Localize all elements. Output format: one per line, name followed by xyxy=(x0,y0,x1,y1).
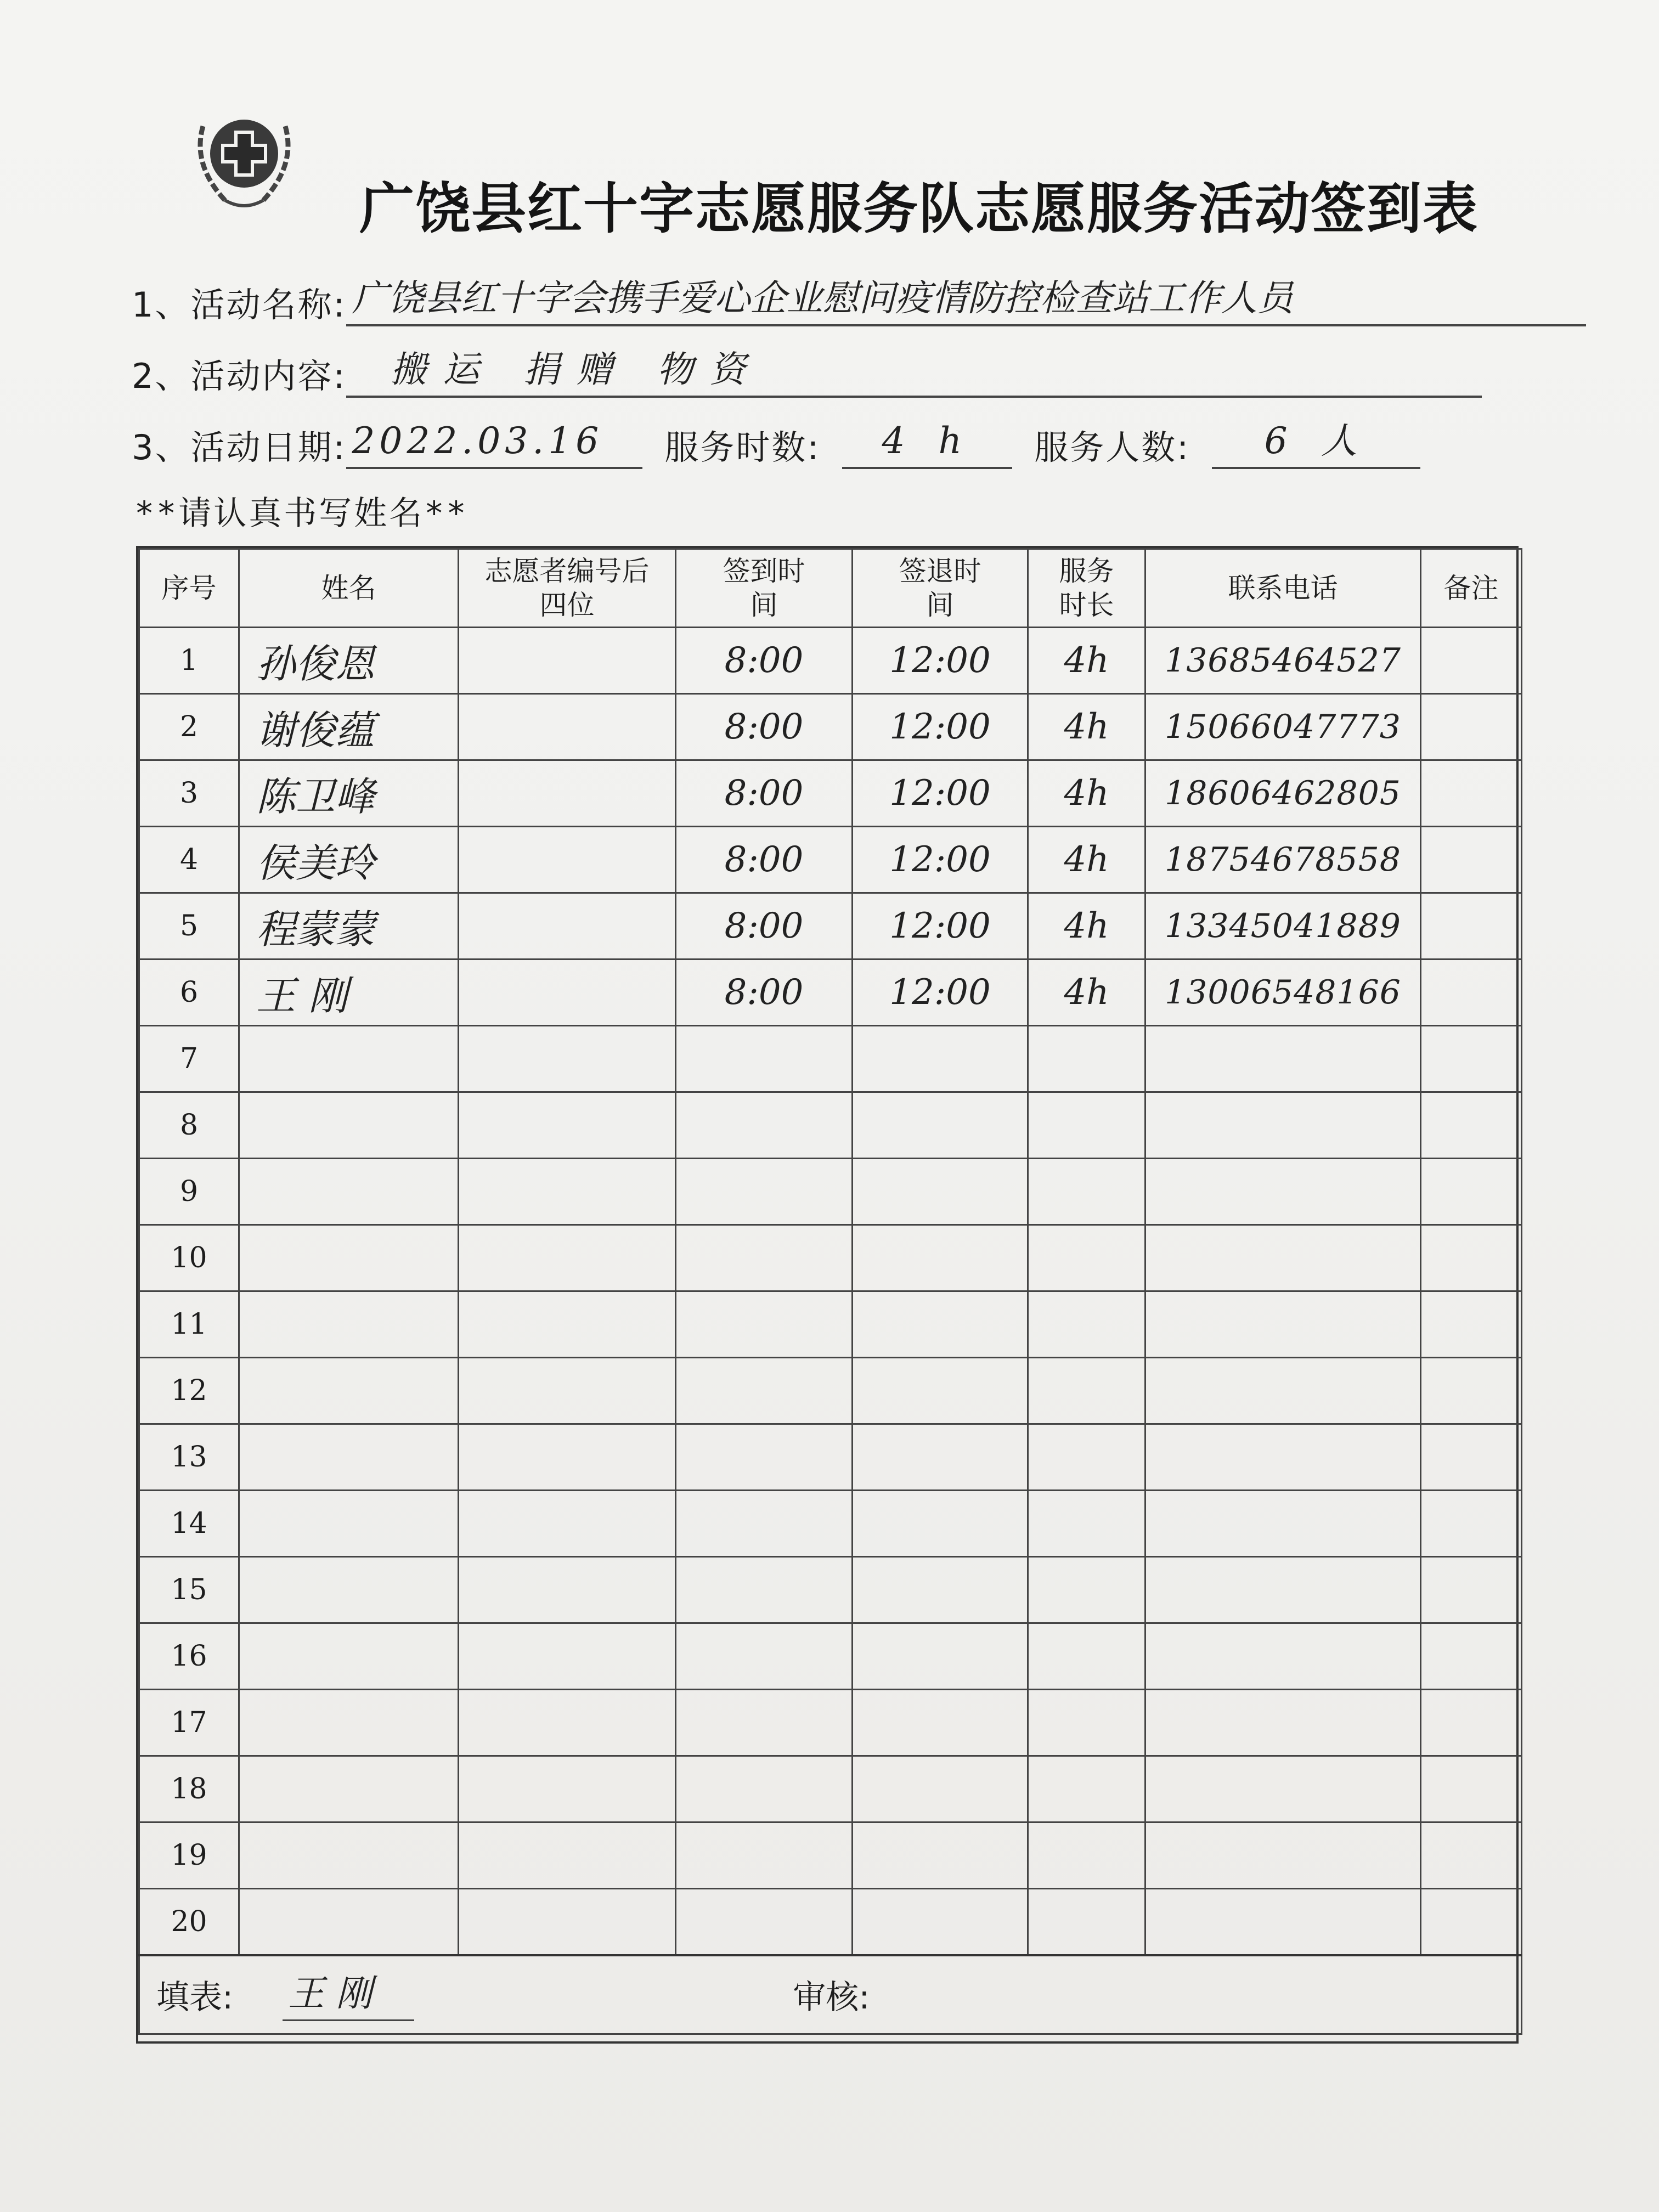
write-name-note: **请认真书写姓名** xyxy=(134,494,469,533)
row-sign-in-cell xyxy=(676,1159,853,1225)
row-duration-cell xyxy=(1028,1092,1146,1159)
table-row xyxy=(139,1690,1522,1756)
row-phone-cell xyxy=(1146,1822,1421,1889)
row-duration-cell: 4h xyxy=(1028,960,1146,1026)
row-phone-cell xyxy=(1146,1424,1421,1491)
row-remark-cell xyxy=(1421,694,1522,760)
sign-in-table xyxy=(136,546,1519,2044)
row-remark-cell xyxy=(1421,1225,1522,1291)
row-sign-out-cell xyxy=(853,1026,1028,1092)
row-remark-cell xyxy=(1421,1557,1522,1623)
activity-content-row xyxy=(132,343,1482,398)
red-cross-emblem-icon xyxy=(181,93,307,219)
row-duration-cell: 4h xyxy=(1028,628,1146,694)
row-phone-cell: 18606462805 xyxy=(1146,760,1421,827)
row-volunteer-code-cell xyxy=(459,960,676,1026)
row-volunteer-code-cell xyxy=(459,1358,676,1424)
row-name-cell xyxy=(239,1225,459,1291)
row-sign-in-cell: 8:00 xyxy=(676,628,853,694)
row-name-cell xyxy=(239,1291,459,1358)
table-row xyxy=(139,1225,1522,1291)
row-sign-out-cell: 12:00 xyxy=(853,827,1028,893)
service-people-value: 6 人 xyxy=(1212,416,1420,469)
row-sign-in-cell: 8:00 xyxy=(676,827,853,893)
table-row xyxy=(139,1424,1522,1491)
row-index-cell: 10 xyxy=(139,1225,239,1291)
row-sign-out-cell xyxy=(853,1623,1028,1690)
activity-name-label: 1、活动名称: xyxy=(132,285,347,325)
table-row xyxy=(139,1491,1522,1557)
row-duration-cell: 4h xyxy=(1028,760,1146,827)
row-phone-cell xyxy=(1146,1225,1421,1291)
header-sign-out-time: 签退时间 xyxy=(853,549,1028,628)
row-name-cell xyxy=(239,1822,459,1889)
row-remark-cell xyxy=(1421,893,1522,960)
row-volunteer-code-cell xyxy=(459,1225,676,1291)
row-index-cell: 8 xyxy=(139,1092,239,1159)
table-row xyxy=(139,694,1522,760)
row-sign-in-cell xyxy=(676,1491,853,1557)
row-volunteer-code-cell xyxy=(459,1491,676,1557)
row-sign-in-cell xyxy=(676,1623,853,1690)
row-phone-cell: 18754678558 xyxy=(1146,827,1421,893)
row-remark-cell xyxy=(1421,628,1522,694)
row-sign-out-cell xyxy=(853,1358,1028,1424)
row-volunteer-code-cell xyxy=(459,893,676,960)
row-name-cell: 侯美玲 xyxy=(239,827,459,893)
row-phone-cell xyxy=(1146,1026,1421,1092)
row-duration-cell xyxy=(1028,1225,1146,1291)
header-sign-in-time: 签到时间 xyxy=(676,549,853,628)
filler-signature: 王 刚 xyxy=(283,1969,414,2021)
row-volunteer-code-cell xyxy=(459,694,676,760)
row-volunteer-code-cell xyxy=(459,1159,676,1225)
table-row xyxy=(139,827,1522,893)
row-volunteer-code-cell xyxy=(459,1291,676,1358)
service-hours-label: 服务时数: xyxy=(664,427,821,467)
row-index-cell: 14 xyxy=(139,1491,239,1557)
header-index: 序号 xyxy=(139,549,239,628)
row-name-cell xyxy=(239,1159,459,1225)
row-index-cell: 7 xyxy=(139,1026,239,1092)
table-row xyxy=(139,1889,1522,1956)
row-name-cell xyxy=(239,1756,459,1822)
table-row xyxy=(139,1822,1522,1889)
row-index-cell: 5 xyxy=(139,893,239,960)
row-phone-cell xyxy=(1146,1756,1421,1822)
row-phone-cell xyxy=(1146,1557,1421,1623)
table-row xyxy=(139,1623,1522,1690)
row-volunteer-code-cell xyxy=(459,1557,676,1623)
row-volunteer-code-cell xyxy=(459,827,676,893)
row-phone-cell xyxy=(1146,1889,1421,1956)
row-sign-in-cell: 8:00 xyxy=(676,960,853,1026)
table-row xyxy=(139,1358,1522,1424)
row-volunteer-code-cell xyxy=(459,1690,676,1756)
header-phone: 联系电话 xyxy=(1146,549,1421,628)
row-index-cell: 9 xyxy=(139,1159,239,1225)
row-index-cell: 11 xyxy=(139,1291,239,1358)
row-remark-cell xyxy=(1421,1756,1522,1822)
row-duration-cell xyxy=(1028,1557,1146,1623)
service-hours-value: 4 h xyxy=(842,416,1012,469)
row-phone-cell xyxy=(1146,1690,1421,1756)
row-sign-out-cell: 12:00 xyxy=(853,893,1028,960)
row-sign-in-cell xyxy=(676,1756,853,1822)
row-index-cell: 1 xyxy=(139,628,239,694)
row-sign-out-cell xyxy=(853,1690,1028,1756)
reviewer-label: 审核: xyxy=(793,1978,870,2017)
row-name-cell: 程蒙蒙 xyxy=(239,893,459,960)
row-index-cell: 13 xyxy=(139,1424,239,1491)
row-remark-cell xyxy=(1421,1690,1522,1756)
row-duration-cell: 4h xyxy=(1028,893,1146,960)
row-sign-in-cell xyxy=(676,1358,853,1424)
row-sign-out-cell xyxy=(853,1822,1028,1889)
row-index-cell: 6 xyxy=(139,960,239,1026)
row-phone-cell xyxy=(1146,1623,1421,1690)
row-remark-cell xyxy=(1421,1026,1522,1092)
table-row xyxy=(139,960,1522,1026)
row-sign-in-cell xyxy=(676,1092,853,1159)
row-name-cell: 谢俊蕴 xyxy=(239,694,459,760)
row-remark-cell xyxy=(1421,960,1522,1026)
row-phone-cell xyxy=(1146,1358,1421,1424)
row-duration-cell xyxy=(1028,1822,1146,1889)
row-duration-cell xyxy=(1028,1358,1146,1424)
row-sign-in-cell xyxy=(676,1291,853,1358)
activity-date-label: 3、活动日期: xyxy=(132,427,347,467)
row-index-cell: 3 xyxy=(139,760,239,827)
row-name-cell xyxy=(239,1358,459,1424)
row-duration-cell xyxy=(1028,1491,1146,1557)
row-volunteer-code-cell xyxy=(459,628,676,694)
row-remark-cell xyxy=(1421,1424,1522,1491)
row-phone-cell: 13345041889 xyxy=(1146,893,1421,960)
row-volunteer-code-cell xyxy=(459,1092,676,1159)
row-duration-cell xyxy=(1028,1756,1146,1822)
row-name-cell xyxy=(239,1424,459,1491)
row-duration-cell xyxy=(1028,1623,1146,1690)
row-remark-cell xyxy=(1421,1159,1522,1225)
header-name: 姓名 xyxy=(239,549,459,628)
row-remark-cell xyxy=(1421,1623,1522,1690)
footer-row xyxy=(139,1955,1522,2034)
row-name-cell: 陈卫峰 xyxy=(239,760,459,827)
row-index-cell: 17 xyxy=(139,1690,239,1756)
row-sign-in-cell: 8:00 xyxy=(676,694,853,760)
row-sign-out-cell xyxy=(853,1557,1028,1623)
table-row xyxy=(139,893,1522,960)
row-volunteer-code-cell xyxy=(459,1756,676,1822)
row-name-cell xyxy=(239,1690,459,1756)
table-row xyxy=(139,1092,1522,1159)
row-sign-out-cell: 12:00 xyxy=(853,960,1028,1026)
row-duration-cell xyxy=(1028,1159,1146,1225)
row-name-cell xyxy=(239,1623,459,1690)
row-duration-cell xyxy=(1028,1424,1146,1491)
row-phone-cell xyxy=(1146,1491,1421,1557)
row-remark-cell xyxy=(1421,1358,1522,1424)
table-row xyxy=(139,1159,1522,1225)
row-sign-in-cell xyxy=(676,1822,853,1889)
row-sign-out-cell: 12:00 xyxy=(853,760,1028,827)
row-sign-out-cell xyxy=(853,1092,1028,1159)
row-name-cell xyxy=(239,1026,459,1092)
page-title: 广饶县红十字志愿服务队志愿服务活动签到表 xyxy=(359,176,1479,241)
row-name-cell: 孙俊恩 xyxy=(239,628,459,694)
row-sign-in-cell xyxy=(676,1557,853,1623)
row-sign-out-cell xyxy=(853,1889,1028,1956)
row-name-cell: 王 刚 xyxy=(239,960,459,1026)
row-name-cell xyxy=(239,1557,459,1623)
activity-date-value: 2022.03.16 xyxy=(346,416,642,469)
row-index-cell: 20 xyxy=(139,1889,239,1956)
table-header-row xyxy=(139,549,1522,628)
header-remark: 备注 xyxy=(1421,549,1522,628)
row-sign-in-cell xyxy=(676,1690,853,1756)
table-row xyxy=(139,1756,1522,1822)
row-duration-cell xyxy=(1028,1690,1146,1756)
row-duration-cell: 4h xyxy=(1028,694,1146,760)
table-row xyxy=(139,1557,1522,1623)
row-index-cell: 19 xyxy=(139,1822,239,1889)
row-sign-out-cell xyxy=(853,1424,1028,1491)
row-sign-in-cell xyxy=(676,1225,853,1291)
row-sign-out-cell xyxy=(853,1225,1028,1291)
row-volunteer-code-cell xyxy=(459,1822,676,1889)
row-phone-cell: 13006548166 xyxy=(1146,960,1421,1026)
row-sign-out-cell xyxy=(853,1291,1028,1358)
header-volunteer-code: 志愿者编号后四位 xyxy=(459,549,676,628)
row-remark-cell xyxy=(1421,1822,1522,1889)
row-index-cell: 12 xyxy=(139,1358,239,1424)
row-phone-cell: 15066047773 xyxy=(1146,694,1421,760)
row-phone-cell xyxy=(1146,1092,1421,1159)
row-phone-cell xyxy=(1146,1159,1421,1225)
service-people-label: 服务人数: xyxy=(1034,427,1190,467)
header-service-duration: 服务时长 xyxy=(1028,549,1146,628)
row-name-cell xyxy=(239,1889,459,1956)
row-sign-in-cell xyxy=(676,1026,853,1092)
row-duration-cell: 4h xyxy=(1028,827,1146,893)
row-remark-cell xyxy=(1421,760,1522,827)
row-remark-cell xyxy=(1421,1889,1522,1956)
row-index-cell: 2 xyxy=(139,694,239,760)
activity-content-value: 搬运 捐赠 物资 xyxy=(346,345,1482,398)
row-sign-in-cell: 8:00 xyxy=(676,893,853,960)
row-index-cell: 15 xyxy=(139,1557,239,1623)
row-index-cell: 18 xyxy=(139,1756,239,1822)
row-duration-cell xyxy=(1028,1026,1146,1092)
row-index-cell: 4 xyxy=(139,827,239,893)
row-sign-in-cell xyxy=(676,1424,853,1491)
row-phone-cell: 13685464527 xyxy=(1146,628,1421,694)
row-sign-out-cell: 12:00 xyxy=(853,694,1028,760)
row-remark-cell xyxy=(1421,827,1522,893)
row-sign-in-cell xyxy=(676,1889,853,1956)
table-row xyxy=(139,1026,1522,1092)
row-duration-cell xyxy=(1028,1889,1146,1956)
table-row xyxy=(139,628,1522,694)
activity-date-row xyxy=(132,414,1420,469)
row-phone-cell xyxy=(1146,1291,1421,1358)
row-name-cell xyxy=(239,1092,459,1159)
row-volunteer-code-cell xyxy=(459,1889,676,1956)
filler-label: 填表: xyxy=(156,1978,234,2017)
row-index-cell: 16 xyxy=(139,1623,239,1690)
table-row xyxy=(139,1291,1522,1358)
row-volunteer-code-cell xyxy=(459,1424,676,1491)
row-remark-cell xyxy=(1421,1291,1522,1358)
row-sign-out-cell xyxy=(853,1491,1028,1557)
activity-content-label: 2、活动内容: xyxy=(132,356,347,396)
row-remark-cell xyxy=(1421,1491,1522,1557)
row-volunteer-code-cell xyxy=(459,760,676,827)
row-name-cell xyxy=(239,1491,459,1557)
activity-name-value: 广饶县红十字会携手爱心企业慰问疫情防控检查站工作人员 xyxy=(346,274,1586,326)
row-duration-cell xyxy=(1028,1291,1146,1358)
row-sign-out-cell: 12:00 xyxy=(853,628,1028,694)
row-volunteer-code-cell xyxy=(459,1623,676,1690)
activity-name-row xyxy=(132,272,1586,326)
table-row xyxy=(139,760,1522,827)
row-remark-cell xyxy=(1421,1092,1522,1159)
row-sign-out-cell xyxy=(853,1159,1028,1225)
row-volunteer-code-cell xyxy=(459,1026,676,1092)
row-sign-in-cell: 8:00 xyxy=(676,760,853,827)
row-sign-out-cell xyxy=(853,1756,1028,1822)
